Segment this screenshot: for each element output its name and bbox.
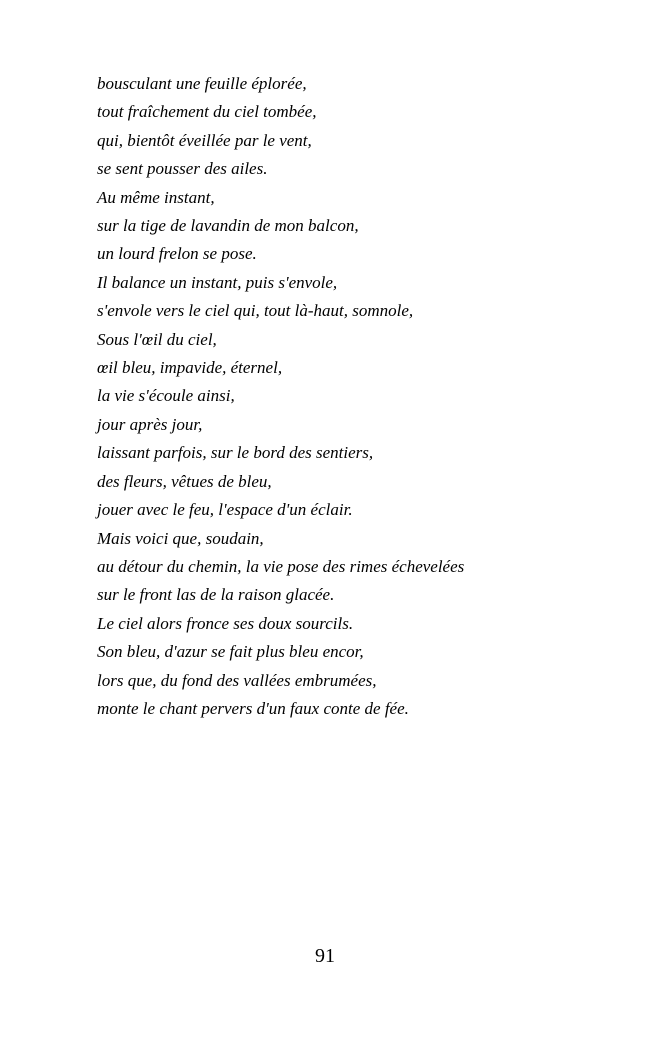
poem-line: au détour du chemin, la vie pose des rimes échevelées <box>97 556 465 576</box>
poem-line: monte le chant pervers d'un faux conte de fée. <box>97 698 409 718</box>
poem-line: Sous l'œil du ciel, <box>97 329 217 349</box>
page-number: 91 <box>315 945 335 967</box>
poem-line: laissant parfois, sur le bord des sentiers, <box>97 443 374 463</box>
poem-line: un lourd frelon se pose. <box>97 244 257 264</box>
poem-line: lors que, du fond des vallées embrumées, <box>97 670 377 690</box>
poem-line: sur la tige de lavandin de mon balcon, <box>97 216 359 236</box>
poem-text <box>97 70 464 723</box>
poem-line: bousculant une feuille éplorée, <box>97 74 307 93</box>
poem-line: sur le front las de la raison glacée. <box>97 585 335 605</box>
poem-line: Il balance un instant, puis s'envole, <box>97 272 338 292</box>
poem-line: Son bleu, d'azur se fait plus bleu encor, <box>97 642 364 662</box>
poem-line: tout fraîchement du ciel tombée, <box>97 102 317 122</box>
poem-line: se sent pousser des ailes. <box>97 159 268 179</box>
poem-line: jouer avec le feu, l'espace d'un éclair. <box>97 500 353 520</box>
poem-line: jour après jour, <box>97 414 203 434</box>
poem-line: des fleurs, vêtues de bleu, <box>97 471 272 491</box>
poem-line: Mais voici que, soudain, <box>97 528 264 548</box>
poem-line: Au même instant, <box>97 187 215 207</box>
poem-line: la vie s'écoule ainsi, <box>97 386 235 406</box>
poem-line: œil bleu, impavide, éternel, <box>97 358 283 378</box>
poem-line: qui, bientôt éveillée par le vent, <box>97 130 312 150</box>
poem-line: s'envole vers le ciel qui, tout là-haut, somnole, <box>97 301 414 321</box>
poem-line: Le ciel alors fronce ses doux sourcils. <box>97 613 354 633</box>
